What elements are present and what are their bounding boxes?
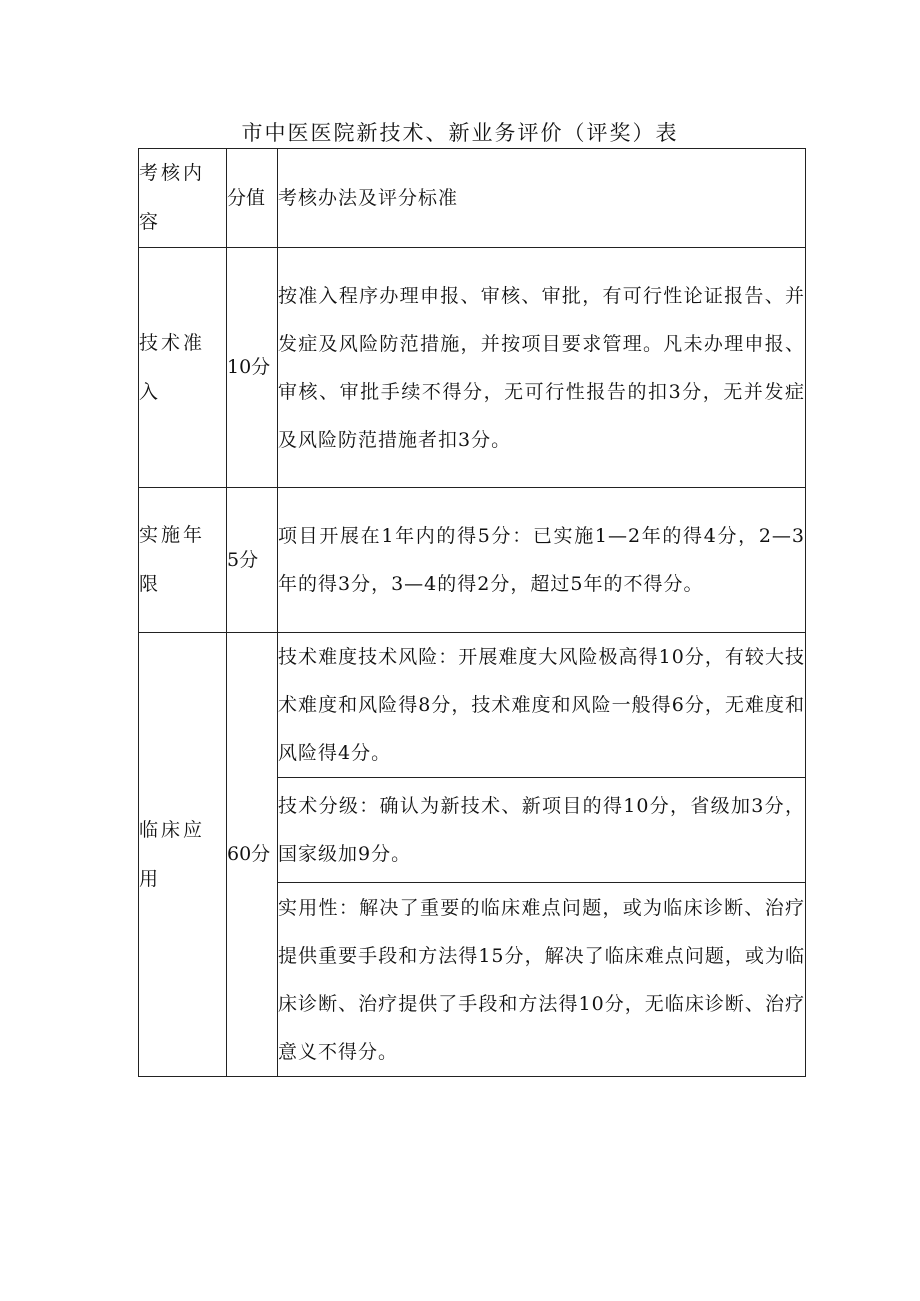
header-method-cell: 考核办法及评分标准: [278, 149, 806, 248]
row-criteria-cell: 项目开展在1年内的得5分：已实施1—2年的得4分，2—3年的得3分，3—4的得2分，超过5年的不得分。: [278, 488, 806, 633]
row-content-cell: 技术准入: [139, 248, 227, 488]
evaluation-table: [138, 148, 806, 1077]
row-content-cell: 实施年限: [139, 488, 227, 633]
row-criteria-cell: 按准入程序办理申报、审核、审批，有可行性论证报告、并发症及风险防范措施，并按项目要求管理。凡未办理申报、审核、审批手续不得分，无可行性报告的扣3分，无并发症及风险防范措施者扣3分。: [278, 248, 806, 488]
row-score-cell: 10分: [227, 248, 278, 488]
row-subcriteria-cell: 实用性：解决了重要的临床难点问题，或为临床诊断、治疗提供重要手段和方法得15分，解决了临床难点问题，或为临床诊断、治疗提供了手段和方法得10分，无临床诊断、治疗意义不得分。: [278, 883, 806, 1077]
table-row: [139, 633, 806, 778]
row-subcriteria-cell: 技术难度技术风险：开展难度大风险极高得10分，有较大技术难度和风险得8分，技术难度和风险一般得6分，无难度和风险得4分。: [278, 633, 806, 778]
page-title: 市中医医院新技术、新业务评价（评奖）表: [241, 121, 679, 145]
table-row: [139, 248, 806, 488]
table-header-row: [139, 149, 806, 248]
header-score-cell: 分值: [227, 149, 278, 248]
row-score-cell: 5分: [227, 488, 278, 633]
row-content-cell: 临床应用: [139, 633, 227, 1077]
header-content-cell: 考核内容: [139, 149, 227, 248]
row-subcriteria-cell: 技术分级：确认为新技术、新项目的得10分，省级加3分，国家级加9分。: [278, 778, 806, 883]
row-score-cell: 60分: [227, 633, 278, 1077]
table-row: [139, 488, 806, 633]
